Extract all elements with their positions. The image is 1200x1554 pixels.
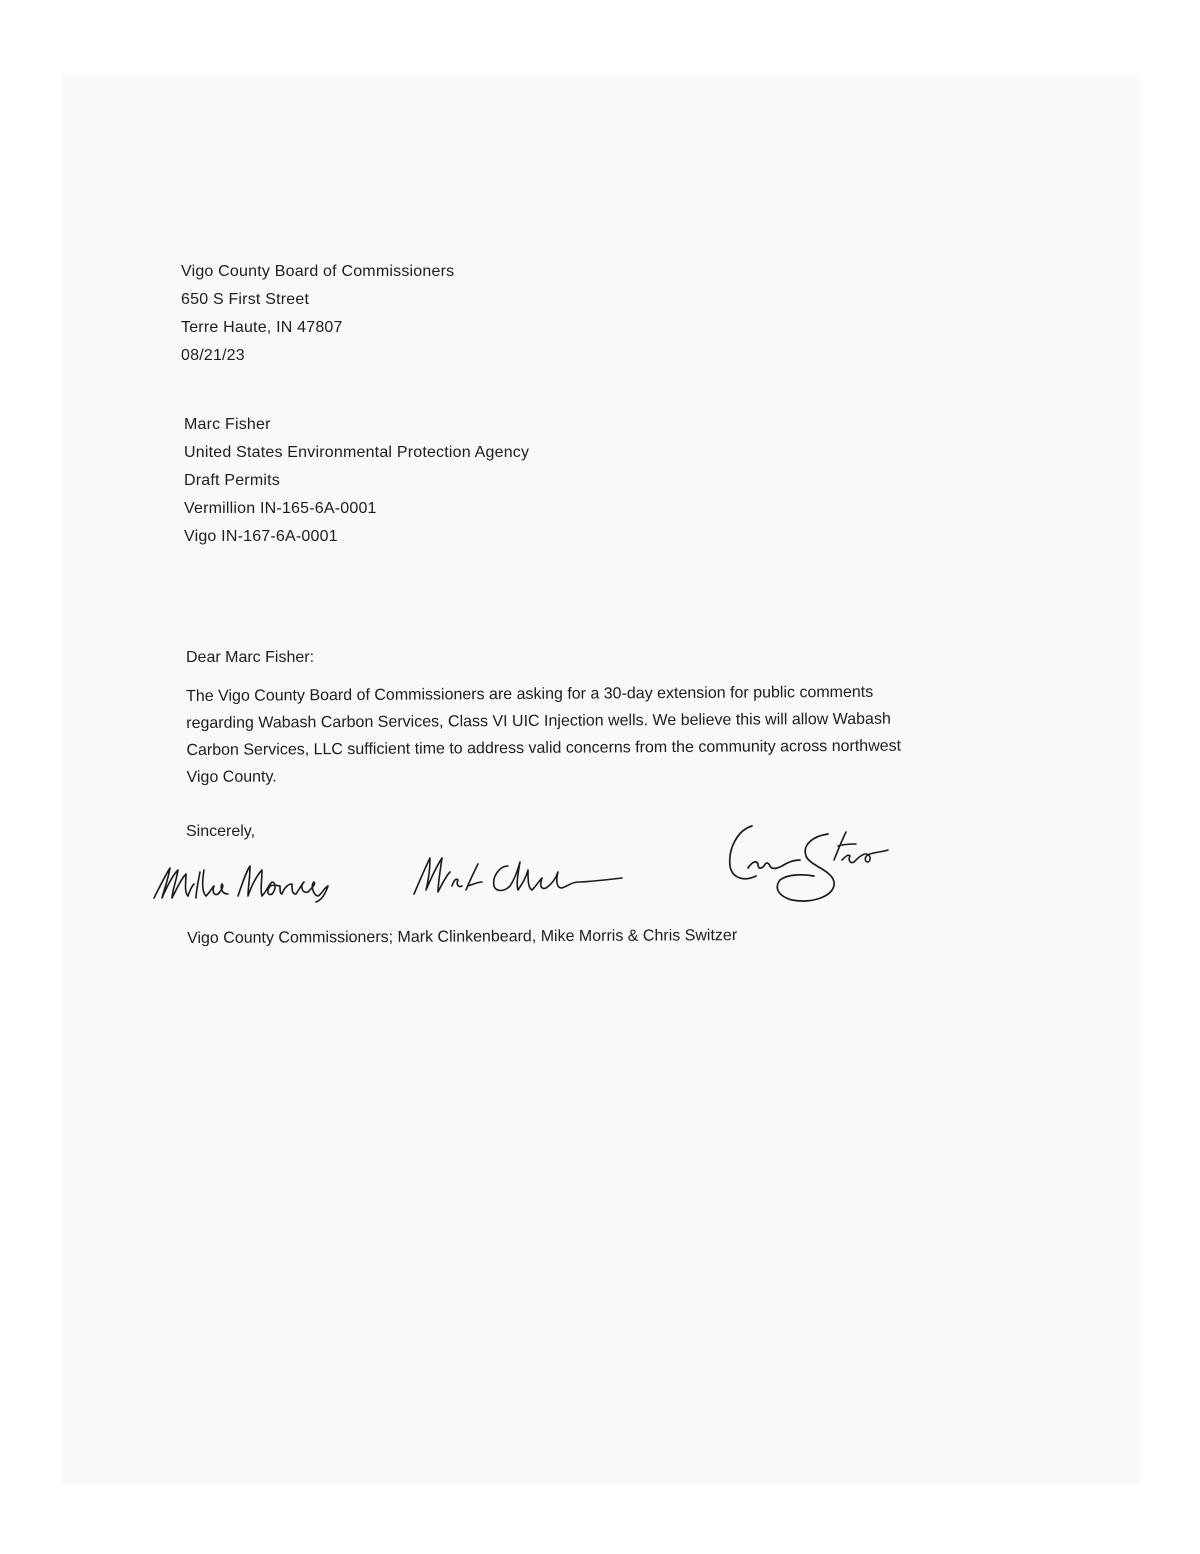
- closing: Sincerely,: [186, 823, 256, 840]
- signers-line: Vigo County Commissioners; Mark Clinkenbeard, Mike Morris & Chris Switzer: [187, 927, 738, 947]
- handwritten-signature-morris: [150, 852, 340, 912]
- recipient-name: Marc Fisher: [184, 416, 271, 433]
- signature-mike-morris: [150, 852, 340, 912]
- body-line: Carbon Services, LLC sufficient time to address valid concerns from the community across northwest: [186, 737, 902, 759]
- permit-vigo: Vigo IN-167-6A-0001: [184, 528, 338, 545]
- sender-address-block: [181, 258, 454, 370]
- sender-city-state-zip: Terre Haute, IN 47807: [181, 319, 343, 336]
- body-line: Vigo County.: [186, 768, 277, 786]
- letter-body: [186, 678, 1027, 791]
- recipient-agency: United States Environmental Protection Agency: [184, 444, 530, 461]
- recipient-address-block: [184, 411, 529, 551]
- handwritten-signature-clinkenbeard: [408, 850, 628, 910]
- handwritten-signature-switzer: [722, 816, 892, 908]
- body-line: regarding Wabash Carbon Services, Class VI UIC Injection wells. We believe this will allow Wabash: [186, 710, 891, 732]
- recipient-subject: Draft Permits: [184, 472, 280, 489]
- permit-vermillion: Vermillion IN-165-6A-0001: [184, 500, 377, 517]
- signature-chris-switzer: [722, 816, 892, 908]
- signature-mark-clinkenbeard: [408, 850, 628, 910]
- letter-date: 08/21/23: [181, 347, 245, 364]
- sender-street: 650 S First Street: [181, 291, 310, 308]
- sender-organization: Vigo County Board of Commissioners: [181, 263, 455, 280]
- body-line: The Vigo County Board of Commissioners are asking for a 30-day extension for public comments: [186, 683, 874, 705]
- salutation: Dear Marc Fisher:: [186, 649, 315, 666]
